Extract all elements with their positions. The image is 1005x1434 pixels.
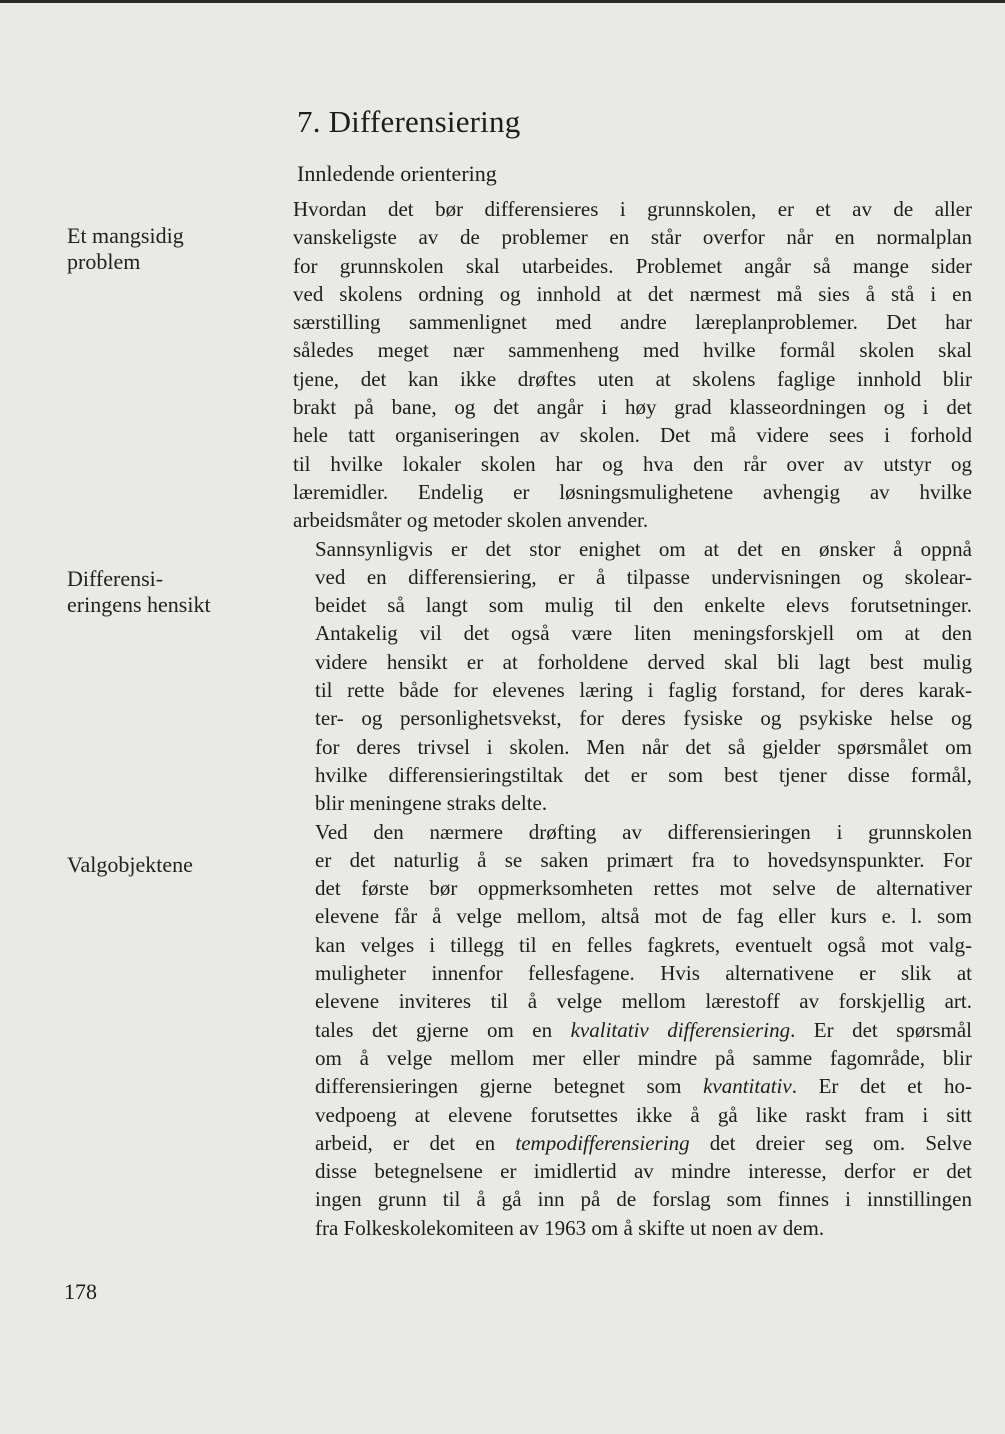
text-line: beidet så langt som mulig til den enkelte elevs forutsetninger. (315, 593, 972, 618)
text-line: arbeidsmåter og metoder skolen anvender. (293, 508, 649, 533)
text-line: Hvordan det bør differensieres i grunnskolen, er et av de aller (293, 197, 972, 221)
paragraph-3 (293, 818, 972, 1242)
margin-note-line: eringens hensikt (67, 592, 211, 617)
text-line: om å velge mellom mer eller mindre på samme fagområde, blir (315, 1045, 972, 1070)
text-line: hele tatt organiseringen av skolen. Det må videre sees i forhold (293, 423, 972, 448)
text-line (293, 1016, 972, 1044)
text-line: elevene inviteres til å velge mellom lærestoff av forskjellig art. (315, 989, 972, 1014)
text-line: ved en differensiering, er å tilpasse undervisningen og skolear- (315, 564, 972, 589)
text-fragment: . Er det et ho- (791, 1074, 972, 1099)
text-line: ingen grunn til å gå inn på de forslag som finnes i innstillingen (315, 1187, 972, 1212)
text-line: disse betegnelsene er imidlertid av mindre interesse, derfor er det (315, 1159, 972, 1184)
text-line: til rette både for elevenes læring i faglig forstand, for deres karak- (315, 678, 972, 703)
text-line: er det naturlig å se saken primært fra to hovedsynspunkter. For (315, 847, 972, 872)
text-fragment: . Er det spørsmål (790, 1017, 973, 1042)
text-line: videre hensikt er at forholdene derved skal bli lagt best mulig (315, 649, 972, 674)
text-line (293, 1072, 972, 1100)
text-fragment: tales det gjerne om en (315, 1017, 553, 1042)
text-line: ved skolens ordning og innhold at det nærmest må sies å stå i en (293, 281, 972, 306)
emphasis-term: kvalitativ differensiering (570, 1017, 791, 1042)
margin-note-mangsidig-problem (67, 223, 267, 275)
text-line: særstilling sammenlignet med andre læreplanproblemer. Det har (293, 310, 972, 335)
emphasis-term: tempodifferensiering (515, 1130, 690, 1155)
chapter-title: 7. Differensiering (297, 104, 521, 139)
text-line: muligheter innenfor fellesfagene. Hvis alternativene er slik at (315, 961, 972, 986)
text-line: kan velges i tillegg til en felles fagkrets, eventuelt også mot valg- (315, 932, 972, 957)
text-line: ter- og personlighetsvekst, for deres fysiske og psykiske helse og (315, 706, 972, 731)
text-line: det første bør oppmerksomheten rettes mot selve de alternativer (315, 876, 972, 901)
section-heading: Innledende orientering (297, 161, 497, 186)
text-line: vanskeligste av de problemer en står overfor når en normalplan (293, 225, 972, 250)
text-line: fra Folkeskolekomiteen av 1963 om å skifte ut noen av dem. (315, 1215, 825, 1240)
top-rule (0, 0, 1005, 3)
text-line: Ved den nærmere drøfting av differensieringen i grunnskolen (315, 819, 972, 844)
text-line: blir meningene straks delte. (315, 791, 548, 816)
text-line: tjene, det kan ikke drøftes uten at skolens faglige innhold blir (293, 366, 972, 391)
text-line: til hvilke lokaler skolen har og hva den rår over av utstyr og (293, 451, 972, 476)
paragraph-1 (293, 195, 972, 535)
margin-note-differensieringens-hensikt (67, 566, 267, 618)
text-line: for deres trivsel i skolen. Men når det så gjelder spørsmålet om (315, 734, 972, 759)
text-line: således meget nær sammenheng med hvilke formål skolen skal (293, 338, 972, 363)
text-line: læremidler. Endelig er løsningsmulighetene avhengig av hvilke (293, 479, 972, 504)
text-line (293, 1129, 972, 1157)
margin-note-line: problem (67, 249, 141, 274)
text-line: Antakelig vil det også være liten meningsforskjell om at den (315, 621, 972, 646)
text-line: elevene får å velge mellom, altså mot de fag eller kurs e. l. som (315, 904, 972, 929)
text-line: Sannsynligvis er det stor enighet om at det en ønsker å oppnå (315, 536, 972, 561)
margin-note-valgobjektene (67, 852, 267, 878)
margin-note-line: Differensi- (67, 566, 164, 591)
emphasis-term: kvantitativ (703, 1074, 792, 1099)
margin-note-line: Valgobjektene (67, 852, 193, 877)
margin-note-line: Et mangsidig (67, 223, 184, 248)
text-fragment: arbeid, er det en (315, 1130, 496, 1155)
body-text (293, 195, 972, 1242)
paragraph-2 (293, 535, 972, 818)
text-line: hvilke differensieringstiltak det er som best tjener disse formål, (315, 762, 972, 787)
text-line: vedpoeng at elevene forutsettes ikke å gå like raskt fram i sitt (315, 1102, 972, 1127)
page-number: 178 (64, 1279, 97, 1304)
text-line: for grunnskolen skal utarbeides. Problemet angår så mange sider (293, 253, 972, 278)
text-fragment: differensieringen gjerne betegnet som (315, 1074, 682, 1099)
text-line: brakt på bane, og det angår i høy grad klasseordningen og i det (293, 395, 972, 420)
text-fragment: det dreier seg om. Selve (709, 1130, 973, 1155)
